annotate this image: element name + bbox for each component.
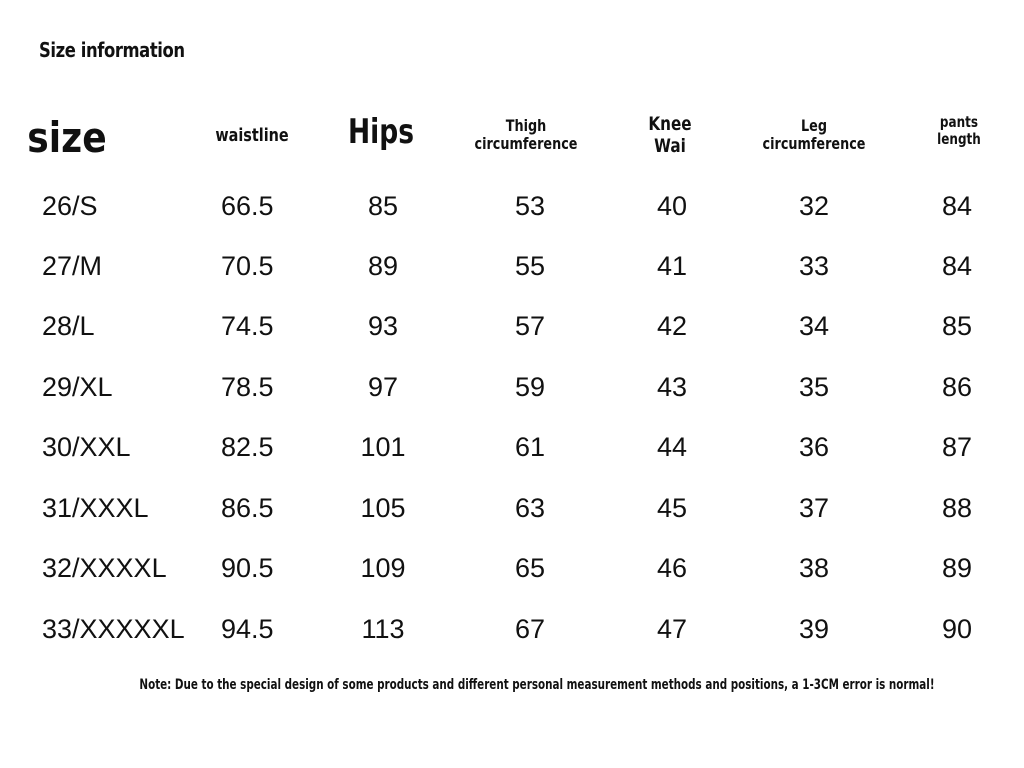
cell-pants-length: 90 [941, 614, 973, 644]
cell-size: 26/S [42, 191, 98, 221]
cell-hips: 105 [360, 493, 406, 523]
header-thigh-circumference: Thigh circumference [474, 116, 578, 154]
cell-waistline: 94.5 [221, 614, 274, 644]
cell-thigh: 63 [514, 493, 546, 523]
cell-pants-length: 87 [941, 432, 973, 462]
cell-thigh: 67 [514, 614, 546, 644]
table-row [0, 488, 1024, 528]
cell-hips: 89 [367, 251, 399, 281]
cell-knee: 40 [656, 191, 688, 221]
cell-leg: 33 [798, 251, 830, 281]
cell-knee: 44 [656, 432, 688, 462]
cell-leg: 32 [798, 191, 830, 221]
cell-hips: 85 [367, 191, 399, 221]
cell-leg: 35 [798, 372, 830, 402]
table-row [0, 306, 1024, 346]
cell-size: 31/XXXL [42, 493, 149, 523]
cell-hips: 109 [360, 553, 406, 583]
header-leg-circumference: Leg circumference [762, 116, 866, 154]
cell-pants-length: 89 [941, 553, 973, 583]
cell-waistline: 66.5 [221, 191, 274, 221]
cell-waistline: 86.5 [221, 493, 274, 523]
cell-pants-length: 84 [941, 191, 973, 221]
table-row [0, 427, 1024, 467]
measurement-note: Note: Due to the special design of some products and different personal measurement methods and positions, a 1-3CM error is normal! [139, 677, 935, 693]
table-row [0, 609, 1024, 649]
header-waistline: waistline [215, 125, 289, 146]
cell-size: 28/L [42, 311, 95, 341]
cell-waistline: 70.5 [221, 251, 274, 281]
table-row [0, 246, 1024, 286]
cell-knee: 41 [656, 251, 688, 281]
cell-knee: 46 [656, 553, 688, 583]
cell-leg: 38 [798, 553, 830, 583]
cell-waistline: 82.5 [221, 432, 274, 462]
cell-leg: 39 [798, 614, 830, 644]
cell-waistline: 74.5 [221, 311, 274, 341]
cell-leg: 37 [798, 493, 830, 523]
cell-pants-length: 88 [941, 493, 973, 523]
page-title: Size information [39, 38, 185, 62]
cell-thigh: 53 [514, 191, 546, 221]
cell-thigh: 61 [514, 432, 546, 462]
header-knee: Knee Wai [648, 113, 692, 157]
header-size: size [27, 113, 107, 162]
cell-thigh: 57 [514, 311, 546, 341]
cell-knee: 45 [656, 493, 688, 523]
header-pants-length: pants length [937, 113, 981, 149]
header-hips: Hips [347, 112, 415, 152]
cell-thigh: 55 [514, 251, 546, 281]
cell-waistline: 90.5 [221, 553, 274, 583]
table-row [0, 186, 1024, 226]
cell-hips: 101 [360, 432, 406, 462]
cell-knee: 42 [656, 311, 688, 341]
cell-hips: 93 [367, 311, 399, 341]
table-row [0, 548, 1024, 588]
cell-knee: 43 [656, 372, 688, 402]
cell-size: 33/XXXXXL [42, 614, 185, 644]
cell-pants-length: 84 [941, 251, 973, 281]
cell-size: 29/XL [42, 372, 113, 402]
cell-pants-length: 86 [941, 372, 973, 402]
cell-hips: 113 [361, 614, 405, 644]
cell-leg: 36 [798, 432, 830, 462]
table-row [0, 367, 1024, 407]
cell-knee: 47 [656, 614, 688, 644]
cell-leg: 34 [798, 311, 830, 341]
cell-pants-length: 85 [941, 311, 973, 341]
cell-thigh: 59 [514, 372, 546, 402]
cell-waistline: 78.5 [221, 372, 274, 402]
cell-hips: 97 [367, 372, 399, 402]
cell-size: 27/M [42, 251, 103, 281]
cell-thigh: 65 [514, 553, 546, 583]
cell-size: 32/XXXXL [42, 553, 167, 583]
cell-size: 30/XXL [42, 432, 131, 462]
